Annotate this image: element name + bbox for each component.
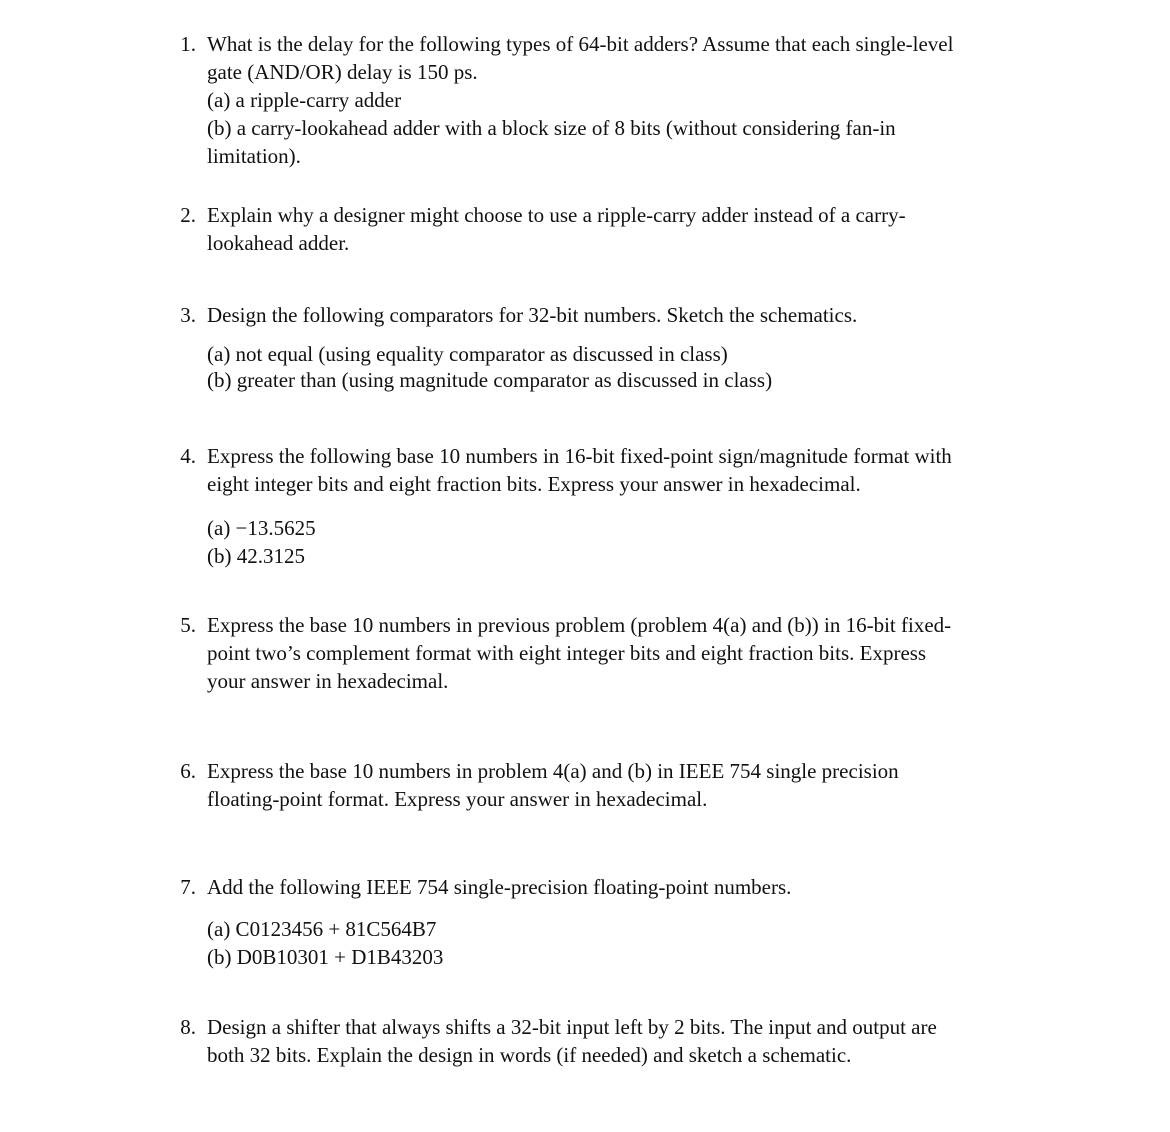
problem-line: (a) a ripple-carry adder [207,88,402,112]
problem-line: your answer in hexadecimal. [207,669,449,693]
sub-question: (a) not equal (using equality comparator as discussed in class) [207,342,728,366]
problem-number: 6. [180,759,196,783]
problem-text [207,1013,1047,1069]
problem-number: 3. [180,303,196,327]
problem-text [207,611,1047,695]
problem-line: both 32 bits. Explain the design in words (if needed) and sketch a schematic. [207,1043,852,1067]
problem-line: lookahead adder. [207,231,350,255]
problem-number: 7. [180,875,196,899]
problem-line: Explain why a designer might choose to use a ripple-carry adder instead of a carry- [207,203,906,227]
problem-number: 8. [180,1015,196,1039]
sub-question: (a) −13.5625 [207,516,316,540]
problem-line: floating-point format. Express your answer in hexadecimal. [207,787,708,811]
problem-number: 2. [180,203,196,227]
problem-text [207,30,1047,170]
problem-line: gate (AND/OR) delay is 150 ps. [207,60,478,84]
problem-line: point two’s complement format with eight integer bits and eight fraction bits. Express [207,641,927,665]
problem-line: Express the base 10 numbers in previous problem (problem 4(a) and (b)) in 16-bit fixed- [207,613,952,637]
problem-text [207,201,1047,257]
problem-number: 4. [180,444,196,468]
sub-question: (b) 42.3125 [207,544,305,568]
problem-line: Express the base 10 numbers in problem 4(a) and (b) in IEEE 754 single precision [207,759,899,783]
problem-text [207,301,1047,393]
spacer [207,901,1047,915]
problem-line: Express the following base 10 numbers in 16-bit fixed-point sign/magnitude format with [207,444,952,468]
problem-line: Design the following comparators for 32-bit numbers. Sketch the schematics. [207,303,858,327]
problem-text [207,873,1047,971]
sub-question: (b) D0B10301 + D1B43203 [207,945,444,969]
problem-text [207,442,1047,570]
problem-line: (b) a carry-lookahead adder with a block size of 8 bits (without considering fan-in [207,116,896,140]
spacer [207,329,1047,341]
spacer [207,498,1047,514]
sub-question: (b) greater than (using magnitude comparator as discussed in class) [207,368,773,392]
problem-line: Add the following IEEE 754 single-precision floating-point numbers. [207,875,792,899]
problem-text [207,757,1047,813]
problem-line: Design a shifter that always shifts a 32-bit input left by 2 bits. The input and output are [207,1015,937,1039]
problem-line: What is the delay for the following types of 64-bit adders? Assume that each single-level [207,32,954,56]
problem-number: 5. [180,613,196,637]
problem-line: limitation). [207,144,301,168]
sub-question: (a) C0123456 + 81C564B7 [207,917,437,941]
problem-number: 1. [180,32,196,56]
problem-line: eight integer bits and eight fraction bits. Express your answer in hexadecimal. [207,472,861,496]
